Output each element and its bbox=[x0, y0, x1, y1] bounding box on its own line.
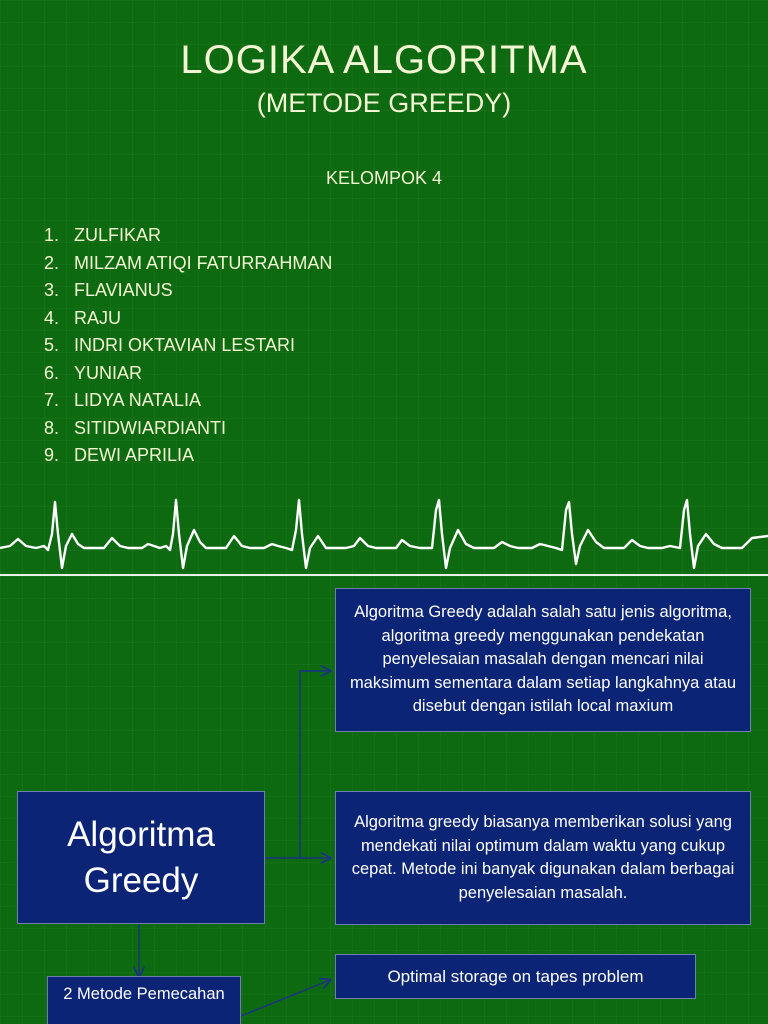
slide-greedy-diagram bbox=[0, 576, 768, 1024]
group-label: KELOMPOK 4 bbox=[325, 168, 443, 188]
member-item: 9. DEWI APRILIA bbox=[44, 445, 195, 465]
optimal-storage-box: Optimal storage on tapes problem bbox=[335, 954, 696, 999]
slide-subtitle: (METODE GREEDY) bbox=[256, 88, 512, 118]
member-item: 4. RAJU bbox=[44, 307, 122, 328]
member-item: 5. INDRI OKTAVIAN LESTARI bbox=[44, 335, 296, 355]
member-item: 7. LIDYA NATALIA bbox=[44, 390, 202, 410]
member-item: 2. MILZAM ATIQI FATURRAHMAN bbox=[44, 252, 333, 273]
two-methods-box: 2 Metode Pemecahan bbox=[47, 976, 241, 1024]
member-item: 8. SITIDWIARDIANTI bbox=[44, 417, 226, 438]
slide-title-heading: LOGIKA ALGORITMA bbox=[180, 38, 588, 82]
heartbeat-line-icon bbox=[0, 490, 768, 574]
member-item: 3. FLAVIANUS bbox=[44, 280, 173, 300]
algoritma-greedy-box: Algoritma Greedy bbox=[17, 791, 265, 924]
greedy-definition-box: Algoritma Greedy adalah salah satu jenis algoritma, algoritma greedy menggunakan pendekatan penyelesaian masalah dengan mencari nilai maksimum sementara dalam setiap langkahnya atau disebut dengan istilah local maxium bbox=[335, 588, 751, 732]
member-item: 1. ZULFIKAR bbox=[44, 225, 162, 245]
member-item: 6. YUNIAR bbox=[44, 362, 143, 383]
greedy-speed-box: Algoritma greedy biasanya memberikan solusi yang mendekati nilai optimum dalam waktu yang cukup cepat. Metode ini banyak digunakan dalam berbagai penyelesaian masalah. bbox=[335, 791, 751, 925]
member-list bbox=[44, 223, 332, 471]
